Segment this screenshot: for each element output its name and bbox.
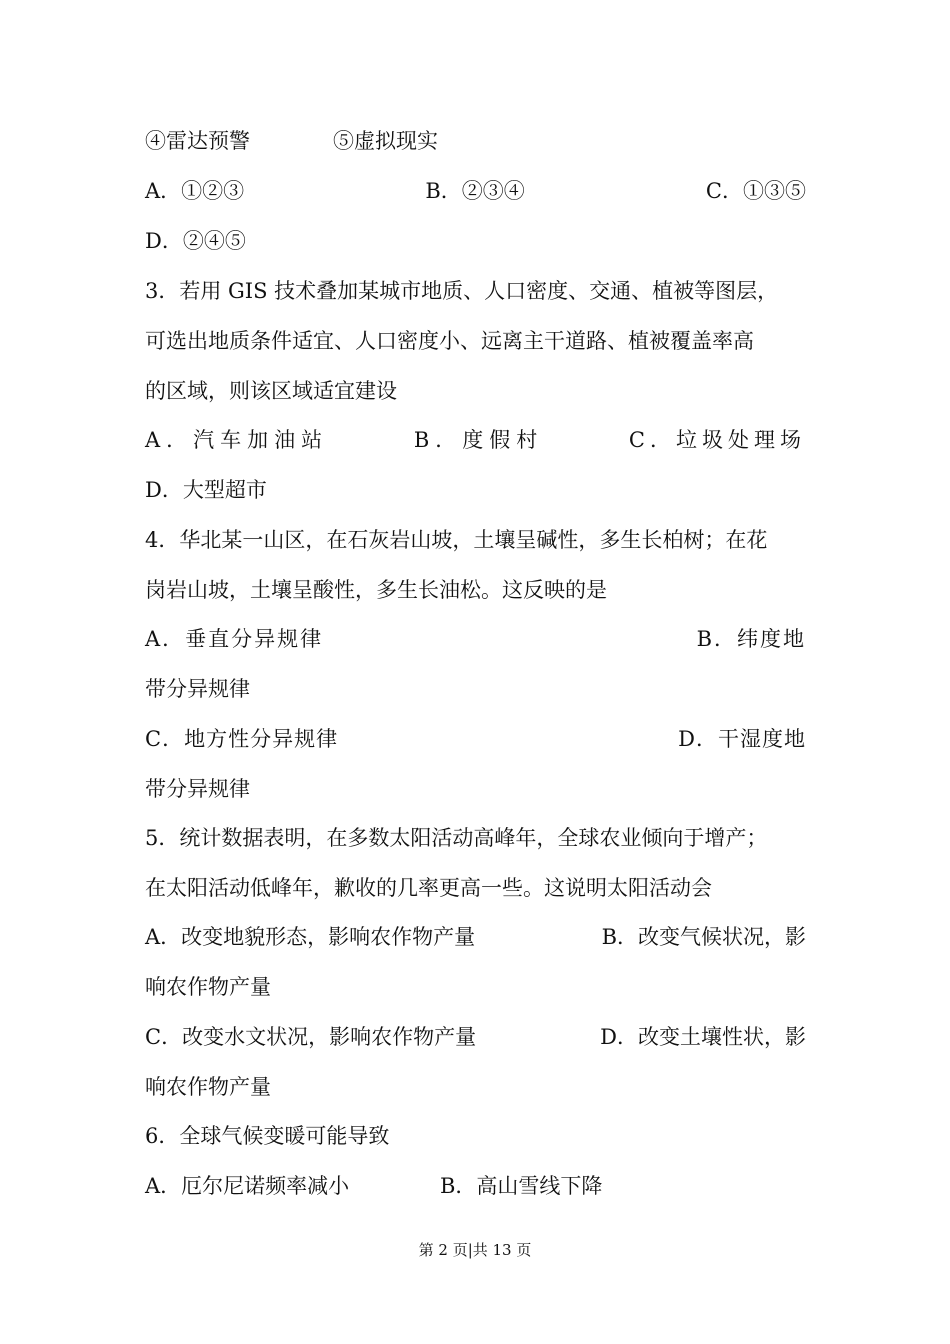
q6-choice-b: B．高山雪线下降 xyxy=(440,1174,603,1198)
q3-choice-a: A．汽车加油站 xyxy=(145,428,329,452)
q4-choice-a: A．垂直分异规律 xyxy=(145,627,324,651)
q3-stem-line-3: 的区域，则该区域适宜建设 xyxy=(145,379,397,403)
q2-choice-c: C．①③⑤ xyxy=(705,179,806,203)
q5-stem-line-1: 5．统计数据表明，在多数太阳活动高峰年，全球农业倾向于增产； xyxy=(145,826,768,850)
q2-choice-a: A．①②③ xyxy=(145,179,245,203)
q6-choice-a: A．厄尔尼诺频率减小 xyxy=(145,1174,350,1198)
q5-choices-row-1 xyxy=(145,922,806,952)
q2-option-4: ④雷达预警 xyxy=(145,129,250,153)
q5-choice-d-part-2: 响农作物产量 xyxy=(145,1075,271,1099)
q6-stem: 6．全球气候变暖可能导致 xyxy=(145,1124,390,1148)
q3-choices-row xyxy=(145,425,806,455)
q5-choice-c: C．改变水文状况，影响农作物产量 xyxy=(145,1025,477,1049)
q4-stem-line-1: 4．华北某一山区，在石灰岩山坡，土壤呈碱性，多生长柏树；在花 xyxy=(145,528,768,552)
q5-choice-b-part-2: 响农作物产量 xyxy=(145,975,271,999)
q4-choice-c: C．地方性分异规律 xyxy=(145,727,339,751)
q4-choices-row-1 xyxy=(145,624,806,654)
q4-stem-line-2: 岗岩山坡，土壤呈酸性，多生长油松。这反映的是 xyxy=(145,578,607,602)
q2-choices-row xyxy=(145,176,806,206)
q3-stem-line-2: 可选出地质条件适宜、人口密度小、远离主干道路、植被覆盖率高 xyxy=(145,329,754,353)
q4-choice-b-part-1: B．纬度地 xyxy=(696,627,806,651)
q3-choice-b: B．度假村 xyxy=(413,428,544,452)
q4-choice-b-part-2: 带分异规律 xyxy=(145,677,250,701)
q3-stem-line-1: 3．若用 GIS 技术叠加某城市地质、人口密度、交通、植被等图层， xyxy=(145,279,779,303)
q5-choices-row-2 xyxy=(145,1022,806,1052)
q3-choice-c: C．垃圾处理场 xyxy=(628,428,806,452)
q4-choice-d-part-2: 带分异规律 xyxy=(145,777,250,801)
q5-choice-a: A．改变地貌形态，影响农作物产量 xyxy=(145,925,476,949)
q4-choice-d-part-1: D．干湿度地 xyxy=(678,727,806,751)
q4-choices-row-2 xyxy=(145,724,806,754)
q2-choice-d: D．②④⑤ xyxy=(145,229,246,253)
q2-choice-b: B．②③④ xyxy=(425,179,525,203)
q3-choice-d: D．大型超市 xyxy=(145,478,267,502)
page-footer: 第 2 页|共 13 页 xyxy=(418,1241,532,1259)
q2-option-5: ⑤虚拟现实 xyxy=(333,129,438,153)
q5-choice-d-part-1: D．改变土壤性状，影 xyxy=(600,1025,806,1049)
q5-stem-line-2: 在太阳活动低峰年，歉收的几率更高一些。这说明太阳活动会 xyxy=(145,876,712,900)
q6-choices-row xyxy=(145,1171,806,1201)
q2-options-row xyxy=(145,126,806,156)
q5-choice-b-part-1: B．改变气候状况，影 xyxy=(601,925,806,949)
